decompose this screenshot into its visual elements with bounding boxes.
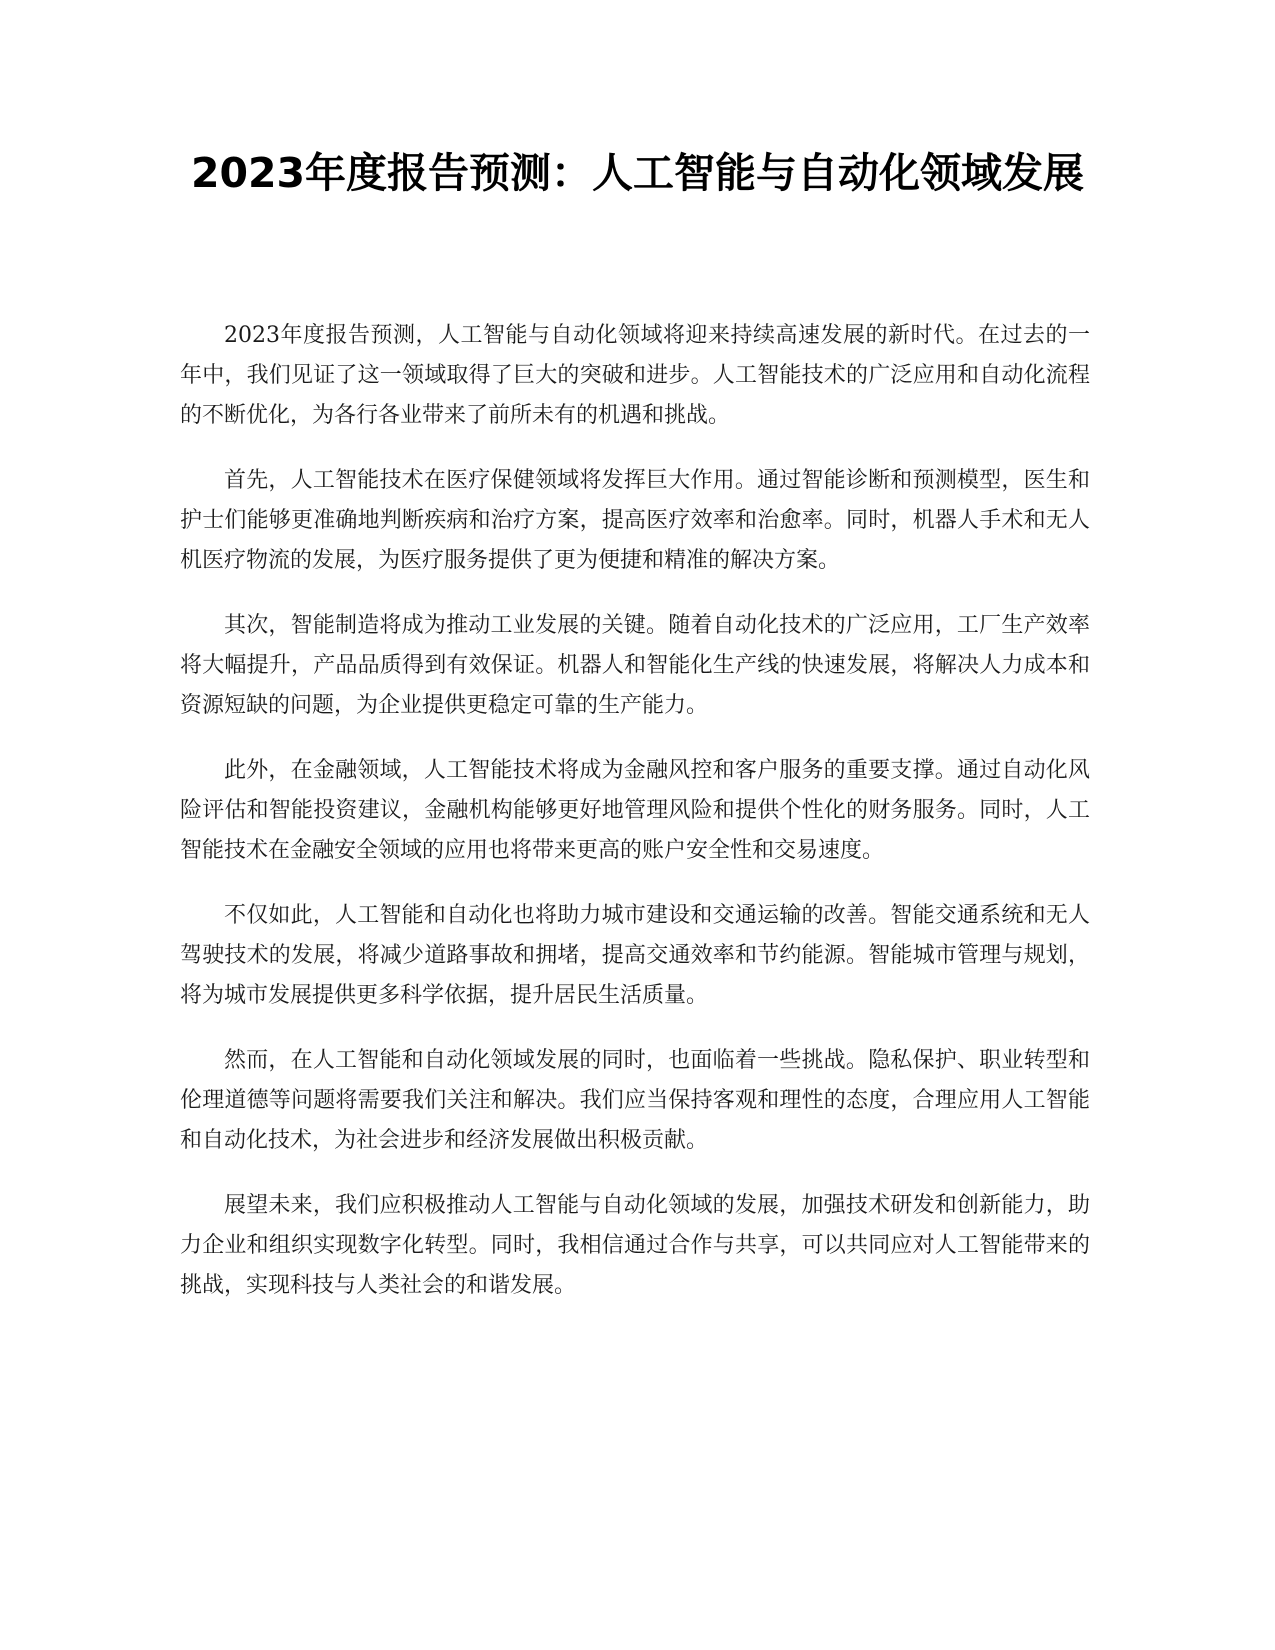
paragraph-finance: 此外，在金融领域，人工智能技术将成为金融风控和客户服务的重要支撑。通过自动化风险评估和智能投资建议，金融机构能够更好地管理风险和提供个性化的财务服务。同时，人工智能技术在金融安全领域的应用也将带来更高的账户安全性和交易速度。 <box>180 758 1090 863</box>
paragraph-manufacturing: 其次，智能制造将成为推动工业发展的关键。随着自动化技术的广泛应用，工厂生产效率将大幅提升，产品品质得到有效保证。机器人和智能化生产线的快速发展，将解决人力成本和资源短缺的问题，为企业提供更稳定可靠的生产能力。 <box>180 613 1090 718</box>
paragraph-intro: 2023年度报告预测，人工智能与自动化领域将迎来持续高速发展的新时代。在过去的一年中，我们见证了这一领域取得了巨大的突破和进步。人工智能技术的广泛应用和自动化流程的不断优化，为各行各业带来了前所未有的机遇和挑战。 <box>180 323 1090 428</box>
document-title: 2023年度报告预测：人工智能与自动化领域发展 <box>190 149 1085 197</box>
paragraph-challenges: 然而，在人工智能和自动化领域发展的同时，也面临着一些挑战。隐私保护、职业转型和伦理道德等问题将需要我们关注和解决。我们应当保持客观和理性的态度，合理应用人工智能和自动化技术，为社会进步和经济发展做出积极贡献。 <box>180 1048 1090 1153</box>
paragraph-healthcare: 首先，人工智能技术在医疗保健领域将发挥巨大作用。通过智能诊断和预测模型，医生和护士们能够更准确地判断疾病和治疗方案，提高医疗效率和治愈率。同时，机器人手术和无人机医疗物流的发展，为医疗服务提供了更为便捷和精准的解决方案。 <box>180 468 1090 573</box>
paragraph-urban-transport: 不仅如此，人工智能和自动化也将助力城市建设和交通运输的改善。智能交通系统和无人驾驶技术的发展，将减少道路事故和拥堵，提高交通效率和节约能源。智能城市管理与规划，将为城市发展提供更多科学依据，提升居民生活质量。 <box>180 903 1090 1008</box>
document-body <box>180 316 1090 1331</box>
paragraph-outlook: 展望未来，我们应积极推动人工智能与自动化领域的发展，加强技术研发和创新能力，助力企业和组织实现数字化转型。同时，我相信通过合作与共享，可以共同应对人工智能带来的挑战，实现科技与人类社会的和谐发展。 <box>180 1193 1090 1298</box>
